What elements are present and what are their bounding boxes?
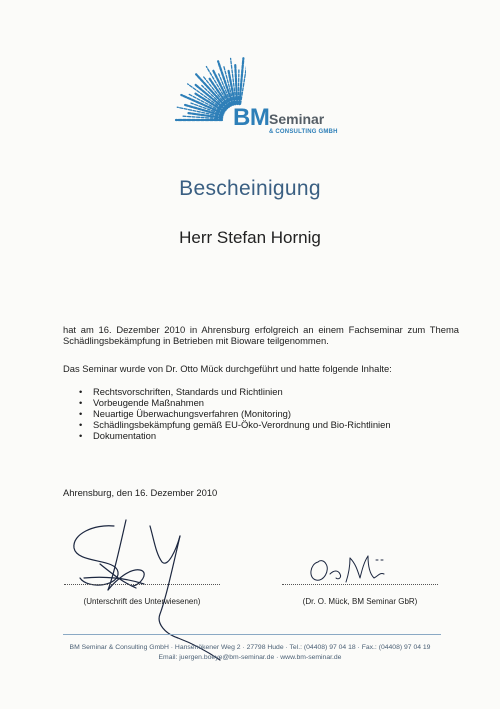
- topic-list: [79, 386, 459, 441]
- participant-signature-line: [64, 584, 220, 585]
- trainer-signature: [304, 548, 394, 588]
- footer-address: BM Seminar & Consulting GmbH · Hansenökener Weg 2 · 27798 Hude · Tel.: (04408) 97 04 18 · Fax.: (04408) 97 04 19: [69, 644, 431, 651]
- place-date: Ahrensburg, den 16. Dezember 2010: [63, 487, 218, 498]
- recipient-name: Herr Stefan Hornig: [179, 228, 321, 247]
- footer-divider: [63, 634, 441, 635]
- participant-signature-caption: (Unterschrift des Unterwiesenen): [83, 597, 201, 606]
- trainer-signature-caption: (Dr. O. Mück, BM Seminar GbR): [302, 597, 418, 606]
- seminar-intro-text: Das Seminar wurde von Dr. Otto Mück durchgeführt und hatte folgende Inhalte:: [63, 363, 392, 374]
- logo-subline: & CONSULTING GMBH: [269, 129, 338, 135]
- list-item: • Neuartige Überwachungsverfahren (Monitoring): [79, 408, 459, 419]
- participation-text: hat am 16. Dezember 2010 in Ahrensburg erfolgreich an einem Fachseminar zum Thema Schädlingsbekämpfung in Betrieben mit Bioware teilgenommen.: [63, 324, 459, 346]
- document-title: Bescheinigung: [179, 177, 321, 200]
- list-item: • Rechtsvorschriften, Standards und Richtlinien: [79, 386, 459, 397]
- footer-contact: Email: juergen.boeye@bm-seminar.de · www.bm-seminar.de: [158, 654, 342, 661]
- participant-signature: [44, 506, 244, 664]
- logo-brand: BM: [233, 104, 270, 131]
- company-logo: [172, 50, 342, 135]
- list-item: • Schädlingsbekämpfung gemäß EU-Öko-Verordnung und Bio-Richtlinien: [79, 419, 459, 430]
- logo-name: Seminar: [269, 111, 325, 127]
- list-item: • Vorbeugende Maßnahmen: [79, 397, 459, 408]
- list-item: • Dokumentation: [79, 430, 459, 441]
- trainer-signature-line: [282, 584, 438, 585]
